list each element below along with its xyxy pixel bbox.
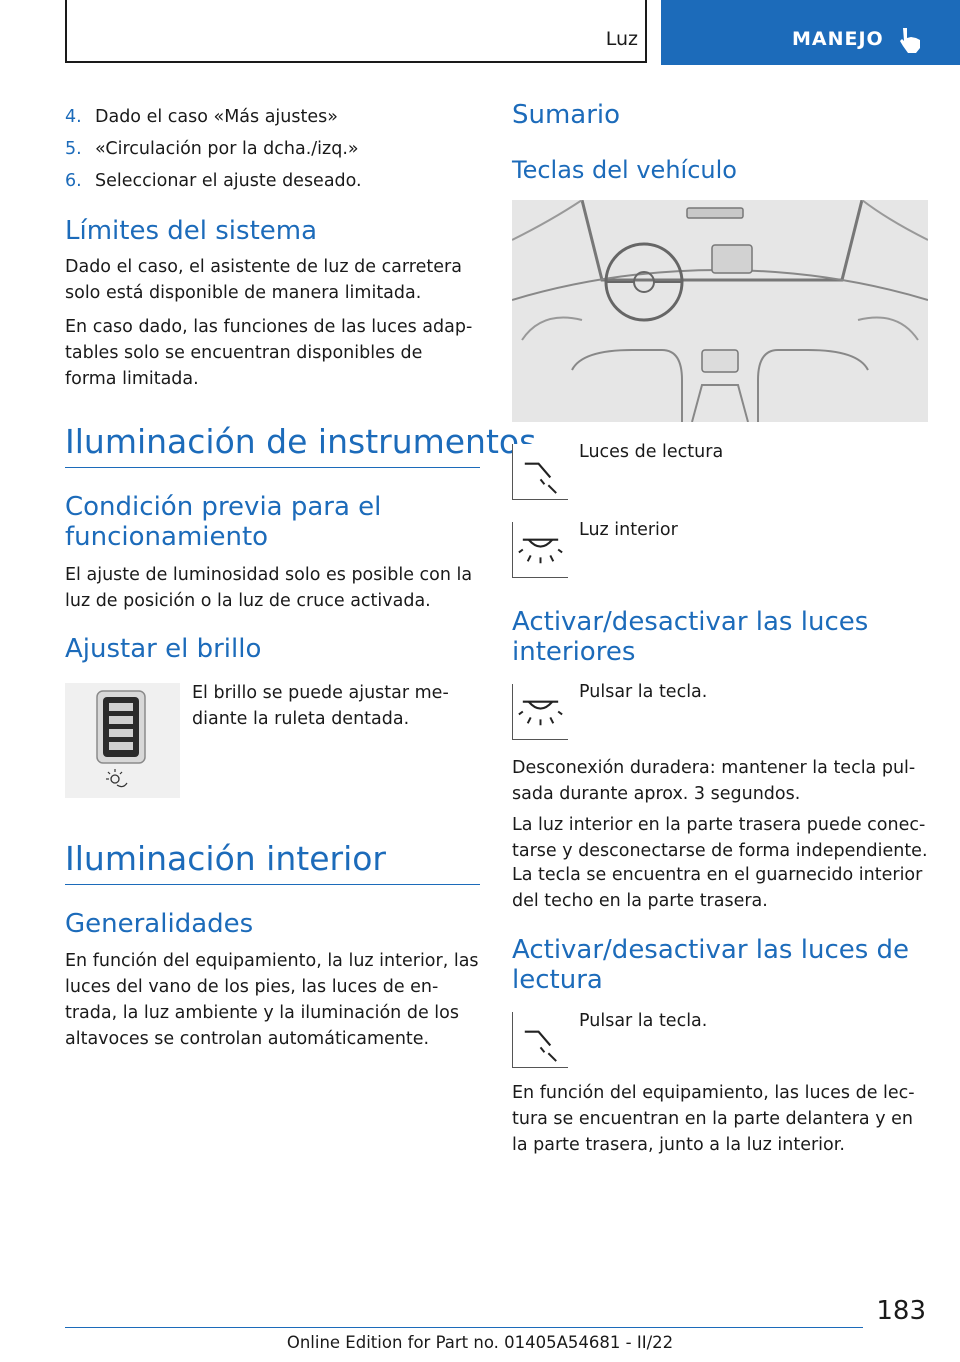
paragraph-line: la parte trasera, junto a la luz interior. [512,1135,845,1155]
step-item: 4. Dado el caso «Más ajustes» [65,107,338,127]
key-label: Luces de lectura [579,442,724,462]
heading-rule [65,884,480,885]
heading-general: Generalidades [65,909,254,939]
paragraph-line: sada durante aprox. 3 segundos. [512,784,801,804]
paragraph-line: tables solo se encuentran disponibles de [65,343,423,363]
paragraph-line: En caso dado, las funciones de las luces adap‐ [65,317,473,337]
paragraph-line: Desconexión duradera: mantener la tecla pul‐ [512,758,916,778]
heading-prerequisite: Condición previa para el funcionamiento [65,492,382,552]
interior-light-icon [512,684,568,740]
paragraph-line: luz de posición o la luz de cruce activada. [65,591,431,611]
key-label: Luz interior [579,520,678,540]
header-section-title: Luz [605,28,638,50]
header-section-box [65,0,647,63]
paragraph-line: El brillo se puede ajustar me‐ [192,683,449,703]
heading-toggle-interior-lights: Activar/desactivar las luces interiores [512,607,869,667]
page-number: 183 [876,1296,926,1326]
paragraph-line: tarse y desconectarse de forma independiente. [512,841,928,861]
heading-rule [65,467,480,468]
heading-summary: Sumario [512,100,621,130]
footer-edition: Online Edition for Part no. 01405A54681 - II/22 [286,1333,674,1352]
interior-light-icon [512,522,568,578]
paragraph-line: solo está disponible de manera limitada. [65,283,422,303]
reading-light-icon [512,1012,568,1068]
heading-instrument-lighting: Iluminación de instrumentos [65,422,537,461]
paragraph-line: trada, la luz ambiente y la iluminación de los [65,1003,459,1023]
paragraph-line: La luz interior en la parte trasera puede conec‐ [512,815,926,835]
heading-adjust-brightness: Ajustar el brillo [65,634,262,664]
paragraph-line: Pulsar la tecla. [579,1011,708,1031]
header-chapter-label: MANEJO [792,28,884,50]
heading-interior-lighting: Iluminación interior [65,839,386,878]
paragraph-line: Dado el caso, el asistente de luz de carretera [65,257,462,277]
heading-vehicle-keys: Teclas del vehículo [512,156,737,184]
heading-system-limits: Límites del sistema [65,216,318,246]
brightness-wheel-illustration [65,683,180,798]
paragraph-line: En función del equipamiento, la luz interior, las [65,951,479,971]
paragraph-line: La tecla se encuentra en el guarnecido interior [512,865,923,885]
paragraph-line: luces del vano de los pies, las luces de en‐ [65,977,439,997]
paragraph-line: tura se encuentran en la parte delantera y en [512,1109,913,1129]
paragraph-line: En función del equipamiento, las luces de lec‐ [512,1083,915,1103]
car-interior-illustration [512,200,928,422]
paragraph-line: del techo en la parte trasera. [512,891,768,911]
paragraph-line: diante la ruleta dentada. [192,709,410,729]
heading-toggle-reading-lights: Activar/desactivar las luces de lectura [512,935,910,995]
paragraph-line: forma limitada. [65,369,199,389]
paragraph-line: altavoces se controlan automáticamente. [65,1029,430,1049]
paragraph-line: El ajuste de luminosidad solo es posible con la [65,565,473,585]
paragraph-line: Pulsar la tecla. [579,682,708,702]
step-item: 5. «Circulación por la dcha./izq.» [65,139,359,159]
footer-rule [65,1327,863,1328]
step-item: 6. Seleccionar el ajuste deseado. [65,171,362,191]
pointing-hand-icon [898,26,924,54]
reading-light-icon [512,444,568,500]
